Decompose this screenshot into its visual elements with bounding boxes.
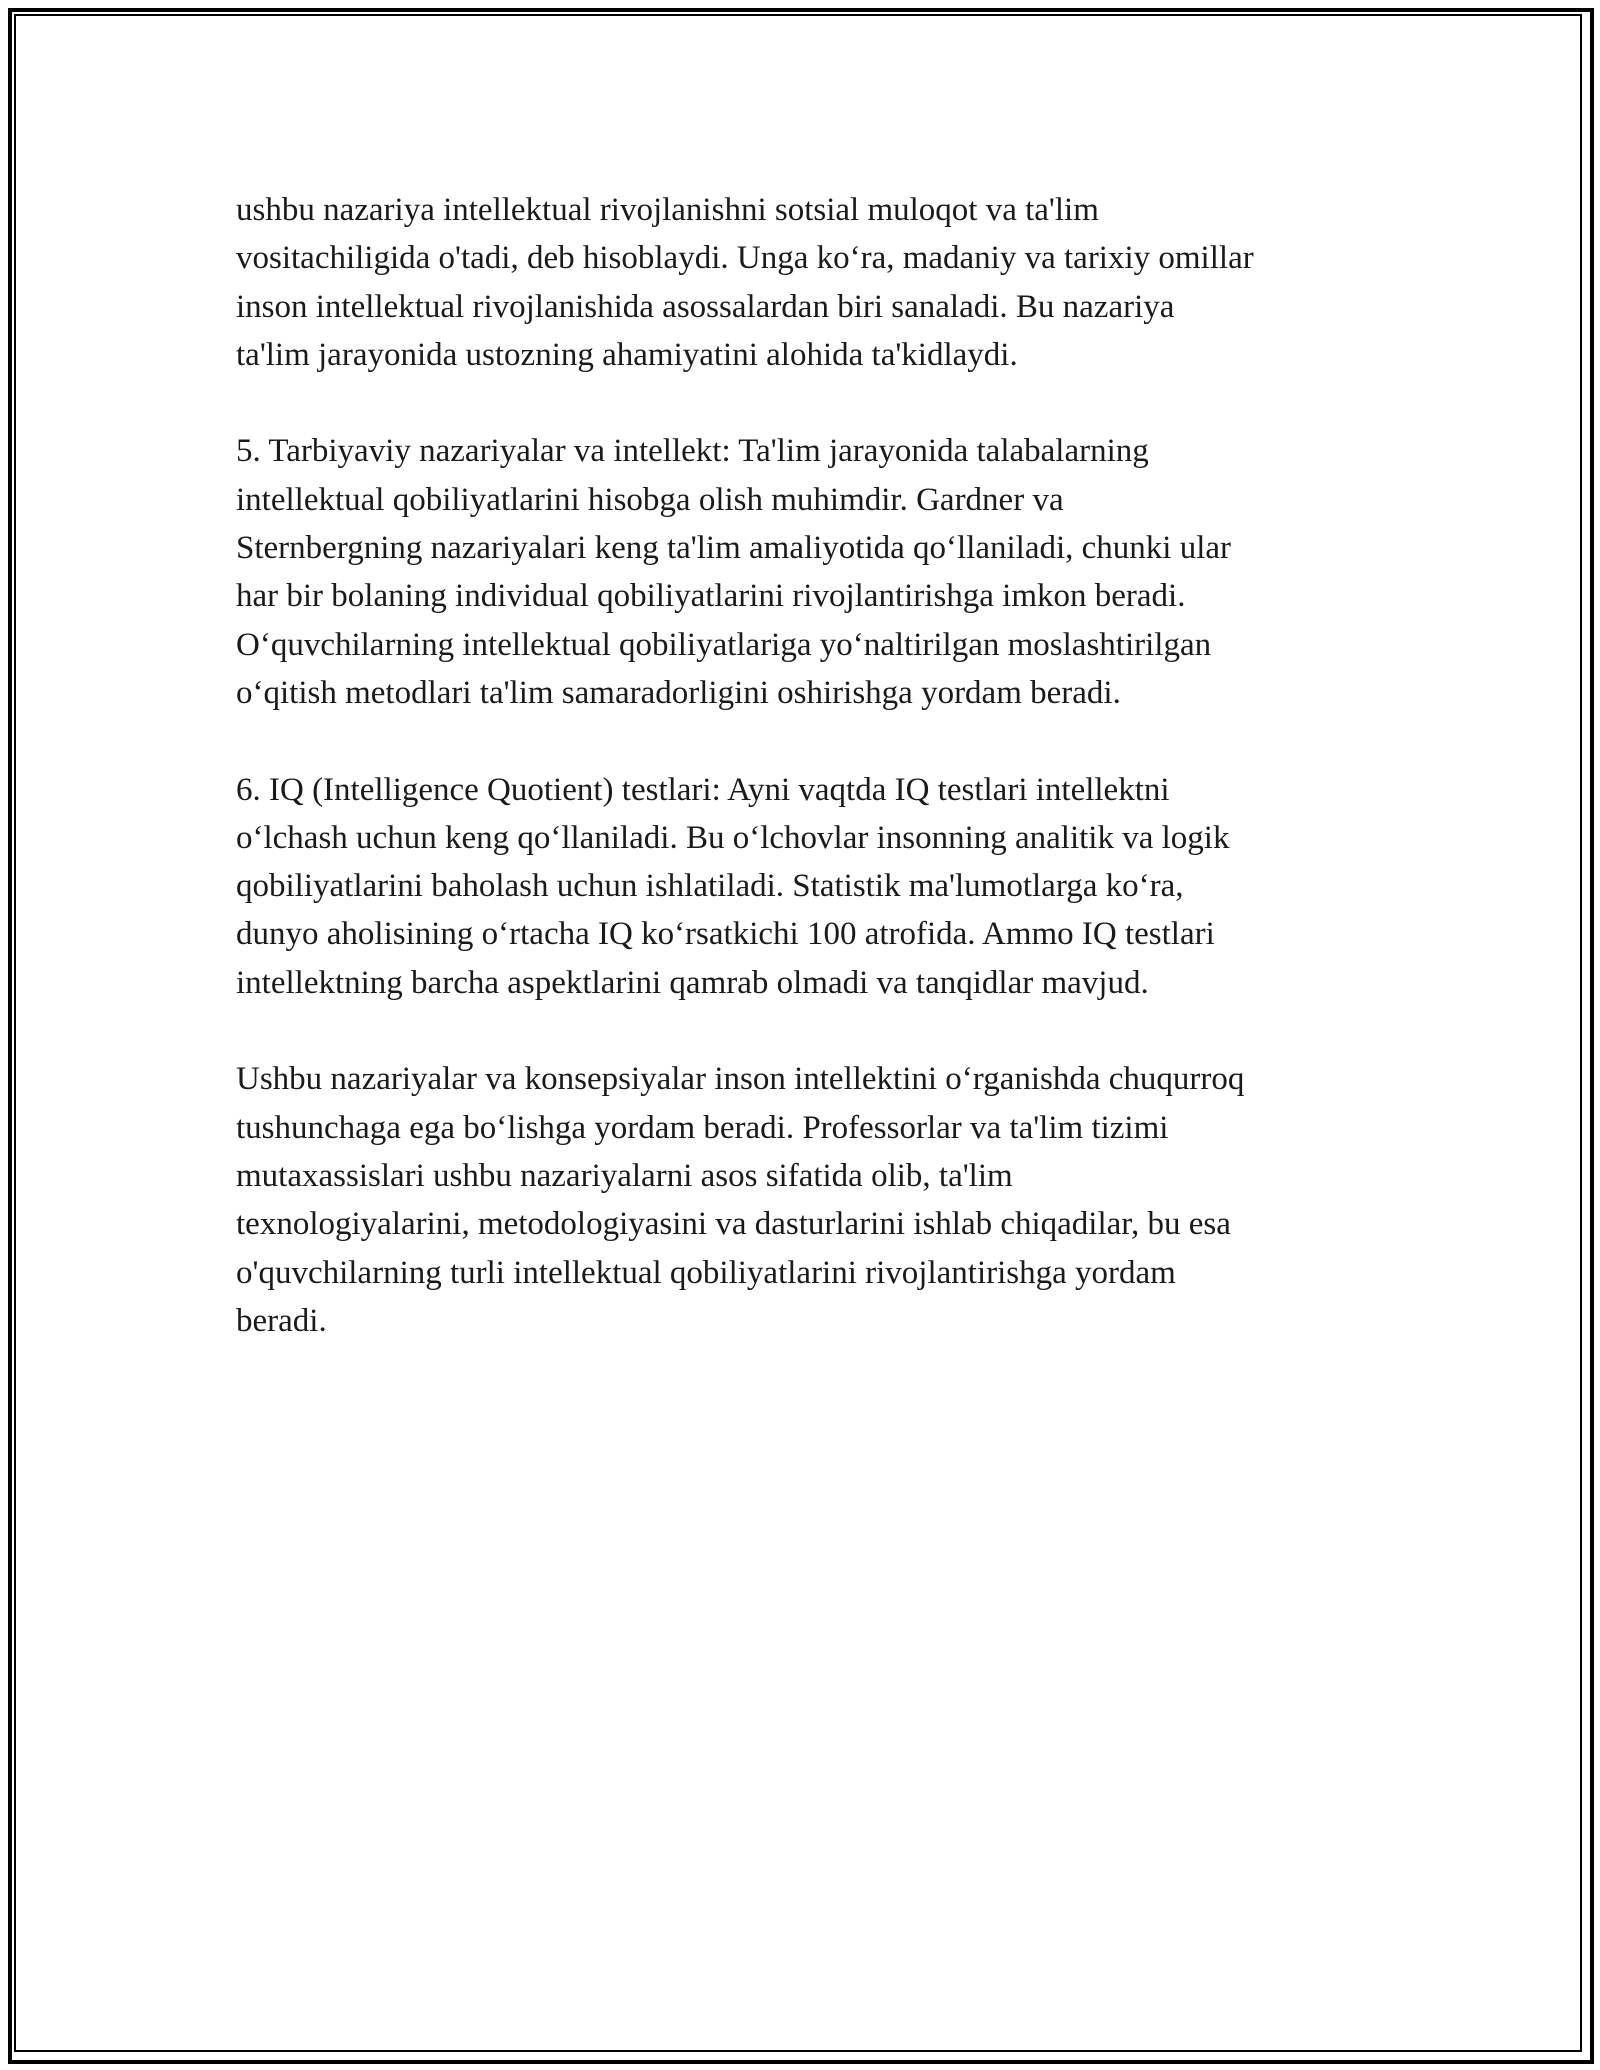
- text-line: har bir bolaning individual qobiliyatlarini rivojlantirishga imkon beradi.: [236, 578, 1186, 615]
- text-line: ushbu nazariya intellektual rivojlanishni sotsial muloqot va ta'lim: [236, 192, 1099, 228]
- text-line: mutaxassislari ushbu nazariyalarni asos sifatida olib, ta'lim: [236, 1157, 1013, 1194]
- text-line: 5. Tarbiyaviy nazariyalar va intellekt: Ta'lim jarayonida talabalarning: [236, 433, 1149, 470]
- text-line: texnologiyalarini, metodologiyasini va dasturlarini ishlab chiqadilar, bu esa: [236, 1206, 1231, 1243]
- text-line: Ushbu nazariyalar va konsepsiyalar inson intellektini o‘rganishda chuqurroq: [236, 1061, 1245, 1098]
- text-line: o‘lchash uchun keng qo‘llaniladi. Bu o‘lchovlar insonning analitik va logik: [236, 819, 1230, 856]
- text-line: o'quvchilarning turli intellektual qobiliyatlarini rivojlantirishga yordam: [236, 1254, 1176, 1291]
- text-line: O‘quvchilarning intellektual qobiliyatlariga yo‘naltirilgan moslashtirilgan: [236, 626, 1212, 663]
- paragraph-educational-theories: [236, 427, 1416, 717]
- text-line: 6. IQ (Intelligence Quotient) testlari: Ayni vaqtda IQ testlari intellektni: [236, 771, 1170, 808]
- document-body: [236, 186, 1416, 1393]
- text-line: inson intellektual rivojlanishida asossalardan biri sanaladi. Bu nazariya: [236, 288, 1175, 325]
- paragraph-iq-tests: [236, 766, 1416, 1007]
- text-line: ta'lim jarayonida ustozning ahamiyatini alohida ta'kidlaydi.: [236, 336, 1018, 373]
- text-line: qobiliyatlarini baholash uchun ishlatiladi. Statistik ma'lumotlarga ko‘ra,: [236, 868, 1184, 905]
- text-line: beradi.: [236, 1302, 327, 1339]
- paragraph-vygotsky-continuation: [236, 186, 1416, 379]
- text-line: dunyo aholisining o‘rtacha IQ ko‘rsatkichi 100 atrofida. Ammo IQ testlari: [236, 916, 1215, 953]
- paragraph-conclusion: [236, 1055, 1416, 1345]
- text-line: tushunchaga ega bo‘lishga yordam beradi. Professorlar va ta'lim tizimi: [236, 1109, 1169, 1146]
- text-line: Sternbergning nazariyalari keng ta'lim amaliyotida qo‘llaniladi, chunki ular: [236, 530, 1232, 567]
- text-line: intellektning barcha aspektlarini qamrab olmadi va tanqidlar mavjud.: [236, 964, 1149, 1001]
- text-line: o‘qitish metodlari ta'lim samaradorligini oshirishga yordam beradi.: [236, 674, 1121, 711]
- text-line: vositachiligida o'tadi, deb hisoblaydi. Unga ko‘ra, madaniy va tarixiy omillar: [236, 240, 1254, 277]
- text-line: intellektual qobiliyatlarini hisobga olish muhimdir. Gardner va: [236, 481, 1064, 518]
